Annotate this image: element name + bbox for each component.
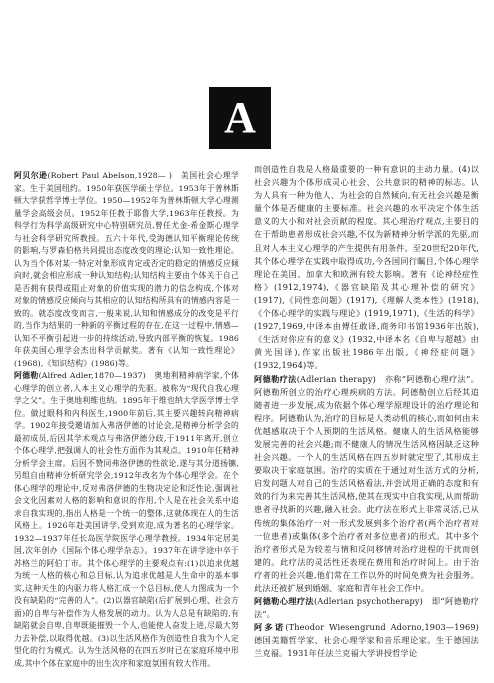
entry-term: 阿多诺: [254, 622, 286, 633]
entry-term: 阿贝尔逊: [14, 171, 48, 180]
entry-abelson: [14, 170, 239, 370]
entry-body: (Adlerian therapy) 亦称“阿德勒心理疗法”。阿德勒所创立的治疗心理疾病的方法。阿德勒创立后经其追随者进一步发展,成为依据个体心理学原理设计的治疗理论和程序。阿德勒认为,治疗的目标是人类动机的核心,而如何由未优越感取决于个人预期的生活风格。健康人的生活风格能够发展完善的社会兴趣;而不健康人的情况生活风格因缺乏这种社会兴趣。一个人的生活风格在四五岁时就定型了,其形成主要取决于家庭氛围。治疗的实质在于通过对生活方式的分析,启发问题人对自己的生活风格看法,并尝试用正确的态度和有效的行为来完善其生活风格,使其在现实中自我实现,从而帮助患者寻找新的兴趣,融入社会。此疗法在形式上非常灵活,已从传统的集体治疗一对一形式发展到多个治疗者(两个治疗者对一位患者)或集体(多个治疗者对多位患者)的形式。其中多个治疗者形式是为较差与情和反问移情对治疗进程的干扰而创建的。此疗法的灵活性还表现在费用和治疗时间上。由于治疗者的社会兴趣,他们常在工作以外的时间免费为社会服务。此法还被扩展到婚姻、家庭和青年社会工作中。: [254, 373, 479, 593]
entry-term: 阿德勒: [14, 371, 39, 380]
entry-body: (Robert Paul Abelson,1928— ) 美国社会心理学家。生于美国纽约。1950年获医学硕士学位。1953年于普林斯顿大学获哲学博士学位。1950—1952年为普林斯顿大学心理测量学会高级会员。1952年任教于耶鲁大学,1963年任教授。为科学行为科学高级研究中心特别研究员,曾任尤金·希金斯心理学与社会科学研究所教授。五六十年代,受海德认知平衡理论传统的影响,与罗森伯格共同提出态度改变的理论:认知一致性理论。认为当个体对某一特定对象形成肯定或否定的稳定的情感反应倾向时,就会相应形成一种认知结构;认知结构主要由个体关于自己是否拥有获得或阻止对象的价值实现的潜力的信念构成,个体对对象的情感反应倾向与其相应的认知结构所具有的情感内容是一致的。就态度改变而言,一般来说,认知和情感成分的改变是平行的,当作为结果的一种新的平衡过程的存在,在这一过程中,情感—认知不平衡引起进一步的持续活动,导致内部平衡的恢复。1986年获美国心理学会杰出科学贡献奖。著有《认知一致性理论》(1968),《知识结构》(1986)等。: [14, 171, 239, 368]
entry-adorno: [254, 621, 488, 660]
entry-adlerian-psychotherapy: [254, 595, 479, 621]
entry-term: 阿德勒疗法: [254, 373, 297, 384]
entry-body: (Adlerian psychotherapy) 即“阿德勒疗法”。: [254, 596, 479, 620]
entry-body: 而创造性自我是人格最重要的一种有意识的主动力量。(4)以社会兴趣为个体形成灵心社会、公共意识的精神的标志。认为人具有一种为他人、为社会的自然倾向,有无社会兴趣是衡量个体是否健康的主要标准。社会兴趣的水平决定个体生活意义的大小和对社会贡献的程度。其心理治疗观点,主要目的在于帮助患者形成社会兴趣,不仅为新精神分析学派的先驱,而且对人本主义心理学的产生提供有用条件。至20世纪20年代,其个体心理学在实践中取得成功,今各国同行瞩目,个体心理学理论在美国、加拿大和欧洲有较大影响。著有《论神经症性格》(1912,1974),《器官缺陷及其心理补偿的研究》(1917),《同性恋问题》(1917),《理解人类本性》(1918),《个体心理学的实践与理论》(1919,1971),《生活的科学》(1927,1969,中译本由傅任敢译,商务印书馆1936年出版),《生活对你应有的意义》(1932,中译本名《自卑与超越》由黄光国译),作家出版社1986年出版,《神经症问题》(1932,1964)等。: [254, 164, 479, 371]
left-column: [14, 170, 239, 670]
entry-body: (Theodor Wiesengrund Adorno,1903—1969) 德国美籍哲学家、社会心理学家和音乐理论家。生于德国法兰克福。1931年任法兰克福大学讲授哲学论: [254, 622, 488, 659]
right-column: [254, 163, 488, 661]
entry-body: (Alfred Adler,1870—1937) 奥地利精神病学家,个体心理学的创立者,人本主义心理学的先驱。被称为“现代自我心理学之父”。生于奥地利维也纳。1895年于维也纳大学医学博士学位。做过眼科和内科医生,1900年前后,其主要兴趣转向精神病学。1902年接受邀请加入弗洛伊德的讨论会,是精神分析学会的最初成员,后因其学术观点与弗洛伊德分歧,于1911年离开,创立个体心理学,把强调人的社会性方面作为其观点。1910年任精神分析学会主席。后因不赞同弗洛伊德的性欲论,遂与其分道扬镳,另组自由精神分析研究学会,1912年改名为个体心理学会。在个体心理学的理论中,反对弗洛伊德的生物决定论和泛性论,强调社会文化因素对人格的影响和意识的作用,个人是在社会关系中追求自我实现的,指出人格是一个统一的整体,这就体现在人的生活风格上。1926年赴美国讲学,受到欢迎,成为著名的心理学家。1932—1937年任长岛医学院医学心理学教授。1934年定居美国,次年创办《国际个体心理学杂志》。1937年在讲学途中卒于苏格兰的阿伯丁市。其个体心理学的主要观点有:(1)以追求优越为统一人格的核心和总目标,认为追求优越是人生命中的基本事实,这种天生的内驱力将人格汇成一个总目标,使人力图成为一个没有缺陷的“完善的人”。(2)以器官缺陷(后扩展到心理、社会方面)的自卑与补偿作为人格发展的动力。认为人总是有缺陷的,有缺陷就会自卑,自卑既能摧毁一个人,也能使人奋发上进,尽最大努力去补偿,以取得优越。(3)以生活风格作为创造性自我为个人定型化的行为模式。认为生活风格的在四五岁时已在家庭环境中形成,其中个体在家庭中的出生次序和家庭氛围有较大作用。: [14, 371, 240, 668]
entry-adlerian-therapy: [254, 373, 479, 596]
entry-adler: [14, 370, 239, 670]
entry-adler-continued: [254, 163, 479, 373]
section-letter: A: [224, 93, 256, 142]
section-letter-box: [209, 87, 271, 149]
entry-term: 阿德勒心理疗法: [254, 596, 314, 607]
